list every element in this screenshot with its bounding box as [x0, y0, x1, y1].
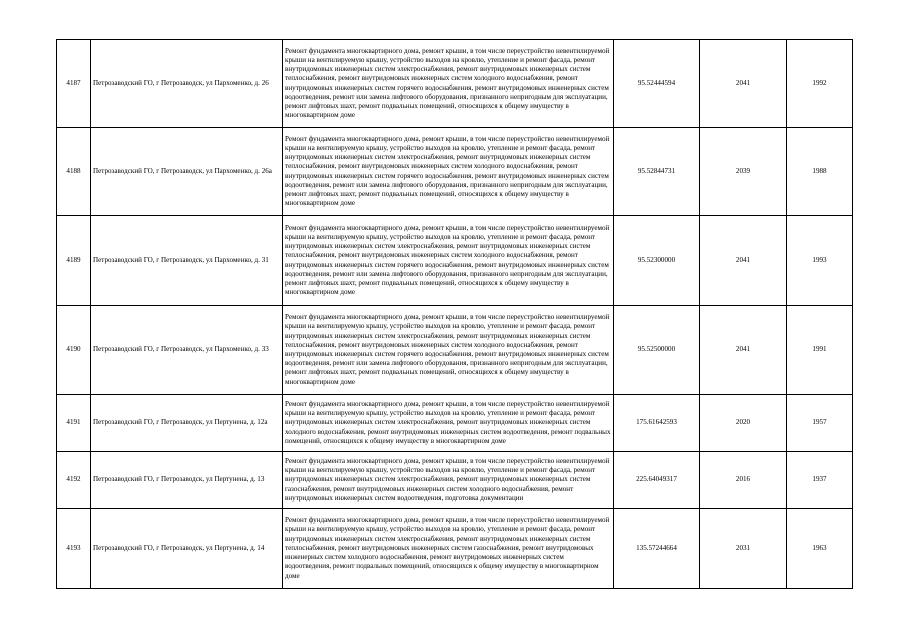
works-cell: Ремонт фундамента многоквартирного дома, ремонт крыши, в том числе переустройство невентилируемой крыши на вентилируемую крышу, устройство выходов на кровлю, утепление и ремонт фасада, ремонт внутридомовых инженерных систем электроснабжения, ремонт внутридомовых инженерных систем теплоснабжения, ремонт внутридомовых инженерных систем газоснабжения, ремонт внутридомовых инженерных систем холодного водоснабжения, ремонт внутридомовых инженерных систем водоотведения, ремонт подвальных помещений, относящихся к общему имуществу в многоквартирном доме — [283, 509, 614, 589]
address-cell: Петрозаводский ГО, г Петрозаводск, ул Пертунена, д. 13 — [91, 452, 283, 509]
table-row — [57, 509, 853, 589]
housing-repair-table — [56, 39, 853, 589]
row-number: 4192 — [57, 452, 91, 509]
year-cell: 2016 — [700, 452, 787, 509]
year-cell: 2041 — [700, 306, 787, 395]
works-cell: Ремонт фундамента многоквартирного дома, ремонт крыши, в том числе переустройство невентилируемой крыши на вентилируемую крышу, устройство выходов на кровлю, утепление и ремонт фасада, ремонт внутридомовых инженерных систем электроснабжения, ремонт внутридомовых инженерных систем теплоснабжения, ремонт внутридомовых инженерных систем холодного водоснабжения, ремонт внутридомовых инженерных систем горячего водоснабжения, ремонт внутридомовых инженерных систем водоотведения, ремонт или замена лифтового оборудования, признанного непригодным для эксплуатации, ремонт лифтовых шахт, ремонт подвальных помещений, относящихся к общему имуществу в многоквартирном доме — [283, 128, 614, 216]
year-cell: 2041 — [700, 40, 787, 128]
works-cell: Ремонт фундамента многоквартирного дома, ремонт крыши, в том числе переустройство невентилируемой крыши на вентилируемую крышу, устройство выходов на кровлю, утепление и ремонт фасада, ремонт внутридомовых инженерных систем электроснабжения, ремонт внутридомовых инженерных систем газоснабжения, ремонт внутридомовых инженерных систем холодного водоснабжения, ремонт внутридомовых инженерных систем водоотведения, подготовка документации — [283, 452, 614, 509]
works-cell: Ремонт фундамента многоквартирного дома, ремонт крыши, в том числе переустройство невентилируемой крыши на вентилируемую крышу, устройство выходов на кровлю, утепление и ремонт фасада, ремонт внутридомовых инженерных систем электроснабжения, ремонт внутридомовых инженерных систем теплоснабжения, ремонт внутридомовых инженерных систем холодного водоснабжения, ремонт внутридомовых инженерных систем горячего водоснабжения, ремонт внутридомовых инженерных систем водоотведения, ремонт или замена лифтового оборудования, признанного непригодным для эксплуатации, ремонт лифтовых шахт, ремонт подвальных помещений, относящихся к общему имуществу в многоквартирном доме — [283, 40, 614, 128]
built-year-cell: 1937 — [787, 452, 853, 509]
table-row — [57, 452, 853, 509]
row-number: 4189 — [57, 216, 91, 306]
built-year-cell: 1992 — [787, 40, 853, 128]
address-cell: Петрозаводский ГО, г Петрозаводск, ул Пертунена, д. 14 — [91, 509, 283, 589]
value-cell: 225.64049317 — [614, 452, 700, 509]
row-number: 4193 — [57, 509, 91, 589]
row-number: 4190 — [57, 306, 91, 395]
value-cell: 135.57244664 — [614, 509, 700, 589]
built-year-cell: 1991 — [787, 306, 853, 395]
row-number: 4187 — [57, 40, 91, 128]
year-cell: 2039 — [700, 128, 787, 216]
address-cell: Петрозаводский ГО, г Петрозаводск, ул Пархоменко, д. 26 — [91, 40, 283, 128]
value-cell: 95.52500000 — [614, 306, 700, 395]
value-cell: 175.61642593 — [614, 395, 700, 452]
built-year-cell: 1957 — [787, 395, 853, 452]
row-number: 4188 — [57, 128, 91, 216]
year-cell: 2031 — [700, 509, 787, 589]
built-year-cell: 1988 — [787, 128, 853, 216]
value-cell: 95.52844731 — [614, 128, 700, 216]
built-year-cell: 1993 — [787, 216, 853, 306]
table-row — [57, 395, 853, 452]
value-cell: 95.52300000 — [614, 216, 700, 306]
table-row — [57, 216, 853, 306]
year-cell: 2020 — [700, 395, 787, 452]
address-cell: Петрозаводский ГО, г Петрозаводск, ул Пархоменко, д. 26а — [91, 128, 283, 216]
year-cell: 2041 — [700, 216, 787, 306]
address-cell: Петрозаводский ГО, г Петрозаводск, ул Пархоменко, д. 31 — [91, 216, 283, 306]
works-cell: Ремонт фундамента многоквартирного дома, ремонт крыши, в том числе переустройство невентилируемой крыши на вентилируемую крышу, устройство выходов на кровлю, утепление и ремонт фасада, ремонт внутридомовых инженерных систем электроснабжения, ремонт внутридомовых инженерных систем теплоснабжения, ремонт внутридомовых инженерных систем холодного водоснабжения, ремонт внутридомовых инженерных систем горячего водоснабжения, ремонт внутридомовых инженерных систем водоотведения, ремонт или замена лифтового оборудования, признанного непригодным для эксплуатации, ремонт лифтовых шахт, ремонт подвальных помещений, относящихся к общему имуществу в многоквартирном доме — [283, 216, 614, 306]
address-cell: Петрозаводский ГО, г Петрозаводск, ул Пархоменко, д. 33 — [91, 306, 283, 395]
table-row — [57, 306, 853, 395]
row-number: 4191 — [57, 395, 91, 452]
value-cell: 95.52444594 — [614, 40, 700, 128]
address-cell: Петрозаводский ГО, г Петрозаводск, ул Пертунена, д. 12а — [91, 395, 283, 452]
built-year-cell: 1963 — [787, 509, 853, 589]
table-row — [57, 128, 853, 216]
table-row — [57, 40, 853, 128]
works-cell: Ремонт фундамента многоквартирного дома, ремонт крыши, в том числе переустройство невентилируемой крыши на вентилируемую крышу, устройство выходов на кровлю, утепление и ремонт фасада, ремонт внутридомовых инженерных систем электроснабжения, ремонт внутридомовых инженерных систем теплоснабжения, ремонт внутридомовых инженерных систем холодного водоснабжения, ремонт внутридомовых инженерных систем горячего водоснабжения, ремонт внутридомовых инженерных систем водоотведения, ремонт или замена лифтового оборудования, признанного непригодным для эксплуатации, ремонт лифтовых шахт, ремонт подвальных помещений, относящихся к общему имуществу в многоквартирном доме — [283, 306, 614, 395]
works-cell: Ремонт фундамента многоквартирного дома, ремонт крыши, в том числе переустройство невентилируемой крыши на вентилируемую крышу, устройство выходов на кровлю, утепление и ремонт фасада, ремонт внутридомовых инженерных систем электроснабжения, ремонт внутридомовых инженерных систем холодного водоснабжения, ремонт внутридомовых инженерных систем водоотведения, ремонт подвальных помещений, относящихся к общему имуществу в многоквартирном доме — [283, 395, 614, 452]
